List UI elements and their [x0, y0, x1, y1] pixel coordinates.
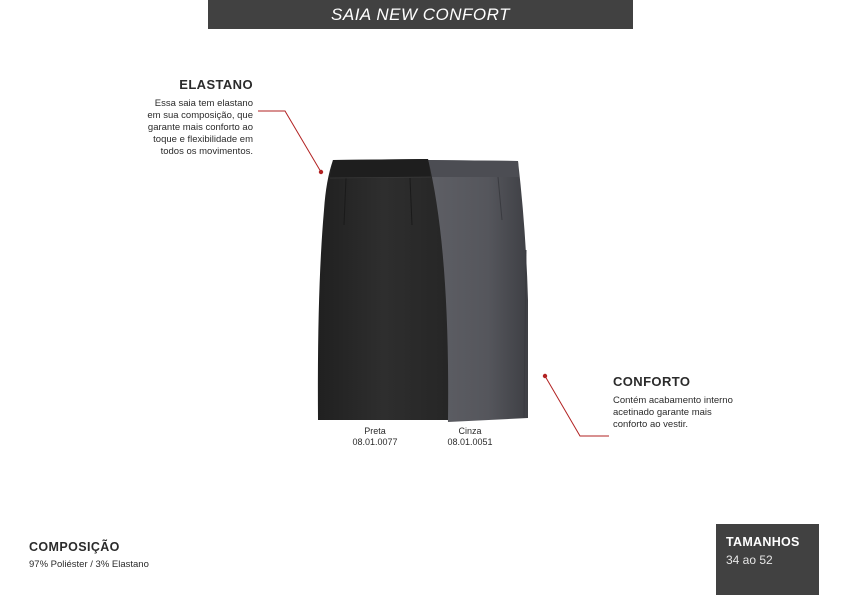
product-code: 08.01.0051 [447, 437, 493, 447]
conforto-line: acetinado garante mais [613, 407, 712, 418]
elastano-description [120, 98, 253, 158]
sizes-panel [716, 524, 819, 595]
conforto-leader-line [545, 376, 609, 436]
elastano-line: garante mais conforto ao [147, 122, 253, 133]
product-color-name: Cinza [458, 426, 482, 436]
skirt-black [318, 159, 448, 420]
conforto-line: Contém acabamento interno [613, 395, 733, 406]
product-caption-cinza [430, 426, 510, 448]
elastano-title: ELASTANO [179, 77, 253, 92]
conforto-description [613, 395, 773, 431]
conforto-line: conforto ao vestir. [613, 419, 688, 430]
composition-title: COMPOSIÇÃO [29, 540, 120, 554]
product-color-name: Preta [364, 426, 386, 436]
elastano-line: em sua composição, que [147, 110, 253, 121]
skirts-illustration [300, 150, 540, 425]
elastano-line: Essa saia tem elastano [154, 98, 253, 109]
page-title: SAIA NEW CONFORT [331, 4, 510, 24]
sizes-value: 34 ao 52 [726, 553, 773, 567]
conforto-title: CONFORTO [613, 374, 691, 389]
product-caption-preta [335, 426, 415, 448]
composition-value: 97% Poliéster / 3% Elastano [29, 559, 149, 570]
sizes-title: TAMANHOS [726, 535, 800, 549]
elastano-line: toque e flexibilidade em [153, 134, 253, 145]
product-code: 08.01.0077 [352, 437, 398, 447]
elastano-line: todos os movimentos. [160, 146, 253, 157]
conforto-leader-dot [543, 374, 547, 378]
